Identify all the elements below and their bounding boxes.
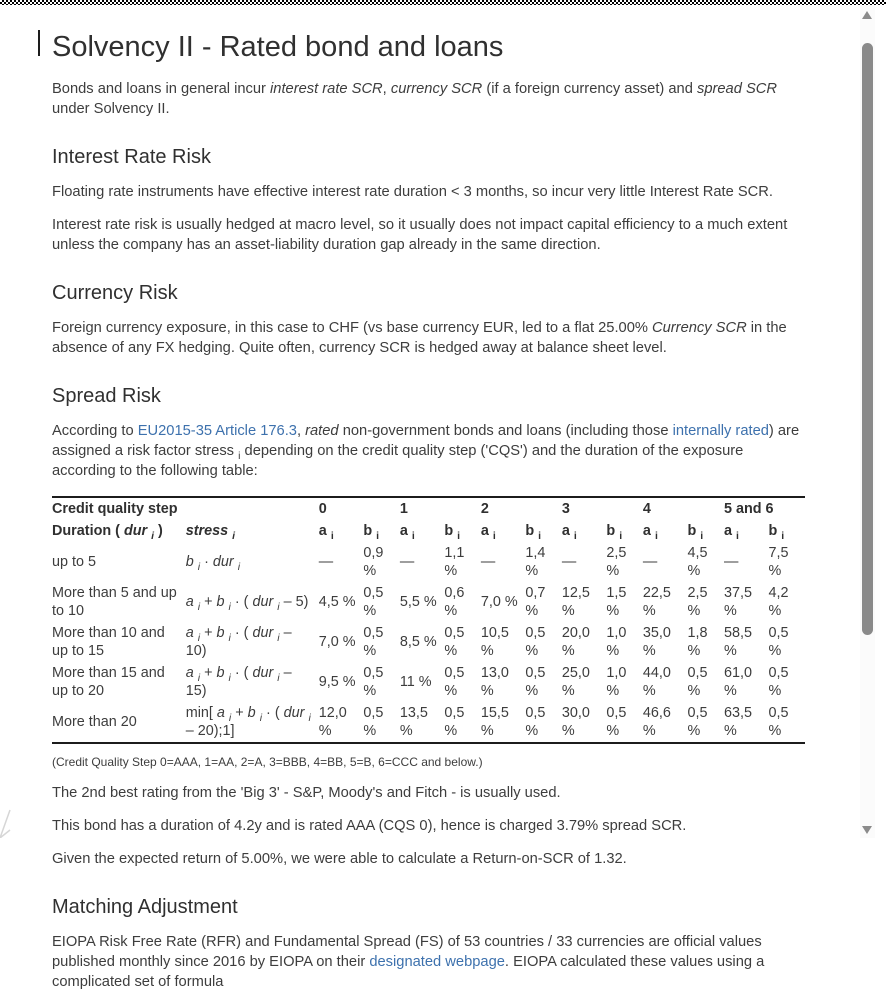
- text-run: depending on the credit quality step ('CQS') and the duration of the exposure according to the following table:: [52, 443, 744, 479]
- table-header-cell: [481, 520, 526, 542]
- text-run: a: [642, 523, 655, 539]
- value-cell: 1,0 %: [606, 625, 627, 659]
- paragraph: [52, 783, 805, 803]
- table-header-cell: [606, 520, 643, 542]
- table-footnote: (Credit Quality Step 0=AAA, 1=AA, 2=A, 3=BBB, 4=BB, 5=B, 6=CCC and below.): [52, 755, 483, 769]
- subscript: i: [411, 529, 415, 542]
- paragraph: [52, 318, 805, 358]
- subscript: i: [277, 600, 280, 613]
- subscript: i: [238, 449, 241, 462]
- text-run: +: [200, 665, 217, 681]
- vertical-scrollbar[interactable]: [860, 5, 875, 838]
- text-run: in the absence of any FX hedging. Quite often, currency SCR is hedged away at balance sheet level.: [52, 320, 787, 356]
- text-run: b: [444, 523, 458, 539]
- table-header-cell: 3: [561, 501, 570, 517]
- subscript: i: [376, 529, 380, 542]
- text-run: spread SCR: [696, 81, 777, 97]
- paragraph: [52, 215, 805, 255]
- subscript: i: [457, 529, 461, 542]
- value-cell: 11 %: [399, 674, 432, 690]
- value-cell: 44,0 %: [642, 665, 671, 699]
- value-cell: 0,5 %: [687, 705, 708, 739]
- formula-cell: [186, 542, 319, 582]
- text-run: non-government bonds and loans (including those: [338, 423, 673, 439]
- table-header-cell: [319, 520, 364, 542]
- text-run: · (: [262, 705, 284, 721]
- value-cell: 0,5 %: [768, 625, 789, 659]
- text-run: b: [363, 523, 377, 539]
- paragraph: [52, 849, 805, 869]
- table-header-cell: 4: [642, 501, 651, 517]
- value-cell: —: [642, 554, 658, 570]
- duration-cell: More than 5 and up to 10: [52, 585, 177, 619]
- subscript: i: [573, 529, 577, 542]
- table-header-cell: [687, 520, 724, 542]
- subscript: i: [197, 560, 201, 573]
- scroll-down-icon[interactable]: [862, 826, 872, 834]
- value-cell: 20,0 %: [561, 625, 590, 659]
- text-run: b: [216, 665, 229, 681]
- text-run: – 15): [185, 665, 292, 699]
- section-heading-matching-adjustment: Matching Adjustment: [52, 896, 238, 918]
- text-run: b: [185, 554, 198, 570]
- subscript: i: [700, 529, 704, 542]
- subscript: i: [228, 671, 231, 684]
- value-cell: 5,5 %: [399, 594, 437, 610]
- value-cell: 46,6 %: [642, 705, 671, 739]
- duration-cell: up to 5: [52, 554, 97, 570]
- value-cell: —: [480, 554, 496, 570]
- value-cell: 63,5 %: [723, 705, 752, 739]
- value-cell: 0,5 %: [525, 625, 546, 659]
- value-cell: 10,5 %: [480, 625, 509, 659]
- value-cell: 8,5 %: [399, 634, 437, 650]
- text-run: Interest rate risk is usually hedged at macro level, so it usually does not impact capital efficiency to a much extent unless the company has an asset-liability duration gap already in the same direction.: [52, 217, 788, 253]
- spread-table-head: [52, 497, 805, 542]
- text-run: . EIOPA calculated these values using a complicated set of formula: [52, 954, 765, 990]
- formula-cell: [186, 582, 319, 622]
- paragraph: [52, 932, 805, 992]
- value-cell: 7,0 %: [480, 594, 518, 610]
- value-cell: 37,5 %: [723, 585, 752, 619]
- subscript: i: [232, 529, 236, 542]
- subscript: i: [492, 529, 496, 542]
- value-cell: 0,5 %: [525, 705, 546, 739]
- table-row: [52, 622, 805, 662]
- table-header-cell: [186, 520, 319, 542]
- text-run: ): [154, 523, 163, 539]
- text-run: currency SCR: [390, 81, 483, 97]
- value-cell: 30,0 %: [561, 705, 590, 739]
- text-run: ,: [382, 81, 391, 97]
- text-run: interest rate SCR: [270, 81, 383, 97]
- subscript: i: [619, 529, 623, 542]
- duration-cell: More than 20: [52, 714, 137, 730]
- table-row: [52, 542, 805, 582]
- text-run: The 2nd best rating from the 'Big 3' - S&P, Moody's and Fitch - is usually used.: [52, 785, 561, 801]
- text-run: a: [318, 523, 331, 539]
- value-cell: 0,5 %: [444, 705, 465, 739]
- text-run: a: [561, 523, 574, 539]
- value-cell: 0,5 %: [363, 665, 384, 699]
- subscript: i: [228, 631, 231, 644]
- text-run: b: [525, 523, 539, 539]
- table-header-cell: [525, 520, 562, 542]
- subscript: i: [654, 529, 658, 542]
- subscript: i: [237, 560, 241, 573]
- text-run: Bonds and loans in general incur: [52, 81, 271, 97]
- text-run: a: [185, 594, 198, 610]
- value-cell: 0,5 %: [444, 665, 465, 699]
- formula-cell: [186, 702, 319, 743]
- text-run: · (: [230, 625, 253, 641]
- value-cell: 1,0 %: [606, 665, 627, 699]
- intro-paragraph: [52, 79, 805, 119]
- value-cell: —: [318, 554, 334, 570]
- value-cell: 0,9 %: [363, 545, 384, 579]
- value-cell: 1,4 %: [525, 545, 546, 579]
- value-cell: 0,5 %: [363, 585, 384, 619]
- subscript: i: [228, 600, 231, 613]
- value-cell: 1,8 %: [687, 625, 708, 659]
- text-run: Floating rate instruments have effective interest rate duration < 3 months, so incur very little Interest Rate SCR.: [52, 184, 773, 200]
- text-run: a: [480, 523, 493, 539]
- subscript: i: [197, 671, 201, 684]
- text-run: According to: [52, 423, 138, 439]
- text-run: This bond has a duration of 4.2y and is rated AAA (CQS 0), hence is charged 3.79% spread SCR.: [52, 818, 687, 834]
- subscript: i: [259, 711, 263, 724]
- mouse-cursor: [0, 808, 18, 838]
- text-run: · (: [230, 665, 253, 681]
- value-cell: 0,6 %: [444, 585, 465, 619]
- table-row: [52, 702, 805, 743]
- section-heading-currency-risk: Currency Risk: [52, 282, 178, 304]
- text-run: a: [185, 665, 198, 681]
- subscript: i: [197, 631, 201, 644]
- spread-table-header-row-2: [52, 520, 805, 542]
- link[interactable]: EU2015-35 Article 176.3: [137, 423, 297, 439]
- subscript: i: [277, 631, 280, 644]
- value-cell: —: [723, 554, 739, 570]
- text-run: – 5): [279, 594, 309, 610]
- formula-cell: [186, 622, 319, 662]
- text-cursor: [38, 30, 40, 56]
- text-run: dur: [252, 665, 278, 681]
- table-header-cell: [400, 520, 445, 542]
- paragraph: [52, 816, 805, 836]
- table-header-cell: 0: [318, 501, 327, 517]
- paragraph: [52, 421, 805, 481]
- value-cell: 58,5 %: [723, 625, 752, 659]
- page-title: Solvency II - Rated bond and loans: [52, 31, 504, 63]
- value-cell: 12,0 %: [318, 705, 347, 739]
- subscript: i: [151, 529, 155, 542]
- spread-risk-table: [52, 496, 805, 744]
- value-cell: 7,0 %: [318, 634, 356, 650]
- subscript: i: [308, 711, 311, 724]
- table-header-cell: [768, 520, 805, 542]
- value-cell: 61,0 %: [723, 665, 752, 699]
- text-run: b: [768, 523, 782, 539]
- text-run: ) are assigned a risk factor stress: [52, 423, 800, 459]
- text-run: +: [200, 625, 217, 641]
- paragraph: [52, 182, 805, 202]
- text-run: dur: [283, 705, 309, 721]
- value-cell: 0,5 %: [525, 665, 546, 699]
- spread-table-header-row-1: [52, 497, 805, 520]
- text-run: b: [606, 523, 620, 539]
- subscript: i: [538, 529, 542, 542]
- table-header-cell: 1: [399, 501, 408, 517]
- text-run: Given the expected return of 5.00%, we were able to calculate a Return-on-SCR of 1.32.: [52, 851, 627, 867]
- text-run: a: [399, 523, 412, 539]
- scroll-up-icon[interactable]: [862, 11, 872, 19]
- text-run: +: [231, 705, 248, 721]
- table-header-cell: [52, 520, 186, 542]
- value-cell: 4,5 %: [318, 594, 356, 610]
- value-cell: 0,5 %: [363, 625, 384, 659]
- link[interactable]: internally rated: [672, 423, 769, 439]
- value-cell: —: [399, 554, 415, 570]
- document-content: [52, 5, 805, 1005]
- table-header-cell: [643, 520, 688, 542]
- value-cell: 1,5 %: [606, 585, 627, 619]
- scrollbar-thumb[interactable]: [862, 43, 873, 635]
- value-cell: 0,5 %: [444, 625, 465, 659]
- text-run: ·: [200, 554, 213, 570]
- text-run: EIOPA Risk Free Rate (RFR) and Fundamental Spread (FS) of 53 countries / 33 currencies are official values published monthly since 2016 by EIOPA on their: [52, 934, 762, 970]
- table-header-cell: [724, 520, 769, 542]
- table-header-cell: [562, 520, 607, 542]
- subscript: i: [197, 600, 201, 613]
- table-header-cell: 5 and 6: [723, 501, 774, 517]
- formula-cell: [186, 662, 319, 702]
- text-run: (if a foreign currency asset) and: [482, 81, 697, 97]
- text-run: Duration (: [52, 523, 124, 539]
- section-heading-interest-rate-risk: Interest Rate Risk: [52, 146, 211, 168]
- value-cell: 0,7 %: [525, 585, 546, 619]
- value-cell: 35,0 %: [642, 625, 671, 659]
- value-cell: 2,5 %: [606, 545, 627, 579]
- value-cell: 13,0 %: [480, 665, 509, 699]
- subscript: i: [277, 671, 280, 684]
- text-run: b: [247, 705, 260, 721]
- value-cell: 13,5 %: [399, 705, 428, 739]
- value-cell: 0,5 %: [687, 665, 708, 699]
- subscript: i: [228, 711, 232, 724]
- text-run: a: [723, 523, 736, 539]
- text-run: stress: [185, 523, 233, 539]
- value-cell: 4,5 %: [687, 545, 708, 579]
- link[interactable]: designated webpage: [369, 954, 505, 970]
- text-run: b: [216, 594, 229, 610]
- text-run: dur: [252, 594, 278, 610]
- value-cell: 25,0 %: [561, 665, 590, 699]
- text-run: Foreign currency exposure, in this case to CHF (vs base currency EUR, led to a flat 25.00%: [52, 320, 653, 336]
- value-cell: —: [561, 554, 577, 570]
- table-header-cell: 2: [480, 501, 489, 517]
- text-run: min[: [185, 705, 217, 721]
- value-cell: 22,5 %: [642, 585, 671, 619]
- text-run: dur: [123, 523, 152, 539]
- value-cell: 7,5 %: [768, 545, 789, 579]
- duration-cell: More than 10 and up to 15: [52, 625, 165, 659]
- subscript: i: [330, 529, 334, 542]
- text-run: dur: [212, 554, 238, 570]
- value-cell: 0,5 %: [606, 705, 627, 739]
- value-cell: 0,5 %: [768, 665, 789, 699]
- table-header-cell: Credit quality step: [52, 501, 178, 517]
- text-run: dur: [252, 625, 278, 641]
- table-header-cell: [444, 520, 481, 542]
- value-cell: 9,5 %: [318, 674, 356, 690]
- text-run: · (: [230, 594, 253, 610]
- value-cell: 15,5 %: [480, 705, 509, 739]
- section-heading-spread-risk: Spread Risk: [52, 385, 161, 407]
- text-run: b: [216, 625, 229, 641]
- text-run: a: [185, 625, 198, 641]
- text-run: – 20);1]: [185, 723, 235, 739]
- value-cell: 0,5 %: [363, 705, 384, 739]
- value-cell: 4,2 %: [768, 585, 789, 619]
- duration-cell: More than 15 and up to 20: [52, 665, 165, 699]
- value-cell: 2,5 %: [687, 585, 708, 619]
- spread-table-body: [52, 542, 805, 743]
- text-run: +: [200, 594, 217, 610]
- subscript: i: [735, 529, 739, 542]
- value-cell: 0,5 %: [768, 705, 789, 739]
- table-row: [52, 662, 805, 702]
- text-run: rated: [305, 423, 339, 439]
- subscript: i: [781, 529, 785, 542]
- value-cell: 1,1 %: [444, 545, 465, 579]
- text-run: b: [687, 523, 701, 539]
- text-run: under Solvency II.: [52, 101, 170, 117]
- text-run: a: [216, 705, 229, 721]
- table-header-cell: [363, 520, 400, 542]
- value-cell: 12,5 %: [561, 585, 590, 619]
- text-run: ,: [296, 423, 306, 439]
- text-run: – 10): [185, 625, 292, 659]
- text-run: Currency SCR: [652, 320, 747, 336]
- table-row: [52, 582, 805, 622]
